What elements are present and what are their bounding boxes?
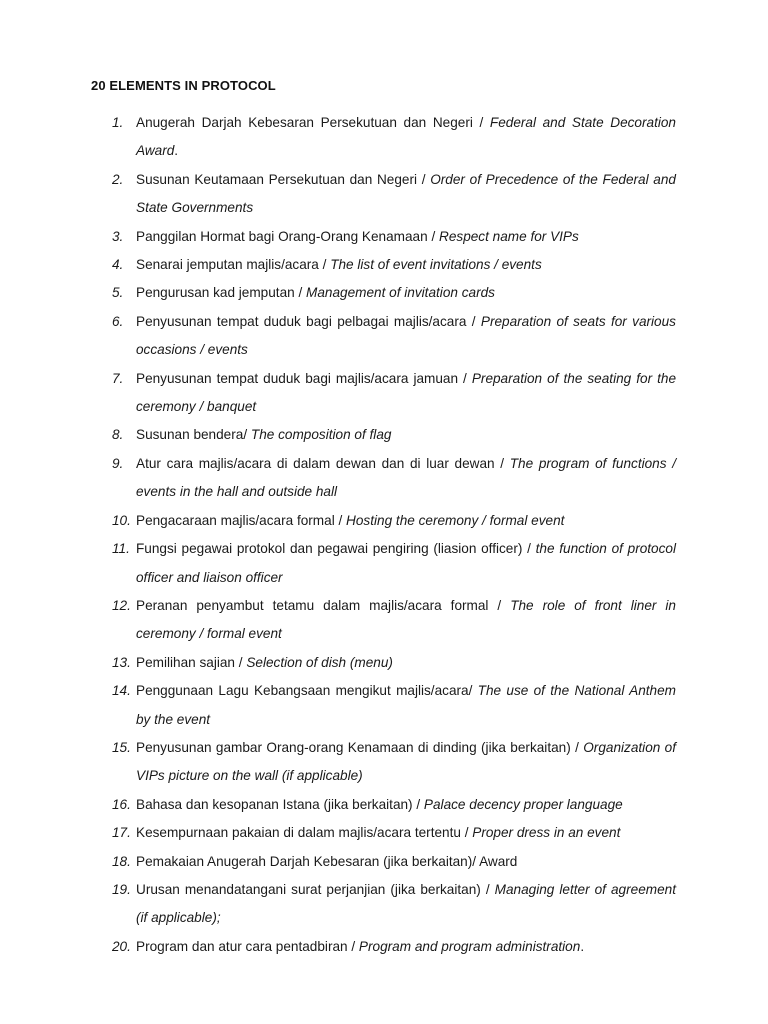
item-english-text: Selection of dish (menu) (246, 654, 393, 670)
list-item (106, 109, 676, 166)
item-english-text: Program and program administration (358, 938, 581, 954)
item-text (136, 109, 676, 166)
list-item (106, 848, 676, 876)
item-text (136, 223, 676, 251)
item-english-text: The program of functions / events in the hall and outside hall (136, 455, 676, 500)
item-text (136, 421, 676, 449)
item-text (136, 365, 676, 422)
item-malay-text: Senarai jemputan majlis/acara / (136, 257, 331, 273)
item-english-text: Organization of VIPs picture on the wall (if applicable) (136, 739, 676, 784)
item-text (136, 933, 676, 961)
item-english-text: The list of event invitations / events (330, 257, 542, 273)
list-item (106, 876, 676, 933)
item-english-text: Palace decency proper language (423, 796, 623, 812)
list-item (106, 507, 676, 535)
item-english-text: The composition of flag (250, 427, 392, 443)
item-malay-text: Susunan bendera/ (136, 427, 251, 443)
list-item (106, 365, 676, 422)
item-number: 11. (112, 541, 130, 557)
item-tail: . (580, 938, 585, 954)
list-item (106, 791, 676, 819)
list-item (106, 421, 676, 449)
item-english-text: Federal and State Decoration Award (136, 115, 676, 159)
item-text (136, 734, 676, 791)
item-tail: . (174, 143, 179, 159)
item-text (136, 819, 676, 847)
list-item (106, 592, 676, 649)
item-text (136, 592, 676, 649)
item-number: 5. (112, 285, 124, 301)
list-item (106, 279, 676, 307)
item-text (136, 308, 676, 365)
item-text (136, 677, 676, 734)
item-number: 14. (112, 683, 131, 699)
item-text (136, 535, 676, 592)
protocol-element-list (106, 109, 676, 961)
item-number: 1. (112, 115, 124, 130)
item-text (136, 507, 676, 535)
item-malay-text: Kesempurnaan pakaian di dalam majlis/acara tertentu / (136, 825, 473, 841)
item-malay-text: Penyusunan gambar Orang-orang Kenamaan di dinding (jika berkaitan) / (136, 739, 584, 755)
item-malay-text: Susunan Keutamaan Persekutuan dan Negeri / (136, 171, 431, 187)
item-malay-text: Pemilihan sajian / (136, 654, 247, 670)
item-malay-text: Fungsi pegawai protokol dan pegawai pengiring (liasion officer) / (136, 541, 536, 557)
item-number: 8. (112, 427, 124, 443)
item-text (136, 649, 676, 677)
item-text (136, 279, 676, 307)
item-malay-text: Penyusunan tempat duduk bagi majlis/acara jamuan / (136, 370, 472, 386)
item-text (136, 876, 676, 933)
item-number: 17. (112, 825, 131, 841)
item-text (136, 848, 676, 876)
document-title: 20 ELEMENTS IN PROTOCOL (91, 78, 276, 93)
item-malay-text: Pengacaraan majlis/acara formal / (136, 512, 347, 528)
list-item (106, 251, 676, 279)
item-english-text: Hosting the ceremony / formal event (346, 512, 565, 528)
list-item (106, 308, 676, 365)
item-number: 3. (112, 228, 124, 244)
list-item (106, 734, 676, 791)
item-english-text: Preparation of seats for various occasions / events (136, 313, 676, 358)
item-number: 7. (112, 370, 124, 386)
list-item (106, 819, 676, 847)
item-number: 12. (112, 597, 131, 613)
list-item (106, 223, 676, 251)
list-item (106, 166, 676, 223)
item-english-text: Management of invitation cards (306, 285, 495, 301)
item-malay-text: Pemakaian Anugerah Darjah Kebesaran (jika berkaitan)/ Award (136, 853, 518, 869)
item-number: 19. (112, 881, 131, 897)
item-english-text: the function of protocol officer and liaison officer (136, 541, 676, 585)
list-item (106, 649, 676, 677)
item-number: 16. (112, 796, 131, 812)
item-number: 2. (112, 171, 124, 187)
item-english-text: The role of front liner in ceremony / formal event (136, 597, 676, 642)
item-malay-text: Anugerah Darjah Kebesaran Persekutuan dan Negeri / (136, 115, 490, 130)
item-number: 4. (112, 257, 124, 273)
item-english-text: Managing letter of agreement (if applicable); (136, 881, 676, 926)
list-item (106, 535, 676, 592)
item-number: 13. (112, 654, 131, 670)
item-number: 18. (112, 853, 131, 869)
item-english-text: Proper dress in an event (472, 825, 621, 841)
item-number: 20. (112, 938, 131, 954)
list-item (106, 450, 676, 507)
item-malay-text: Pengurusan kad jemputan / (136, 285, 307, 301)
item-text (136, 450, 676, 507)
item-malay-text: Bahasa dan kesopanan Istana (jika berkaitan) / (136, 796, 424, 812)
item-number: 6. (112, 313, 124, 329)
item-text (136, 166, 676, 223)
item-english-text: Respect name for VIPs (439, 228, 579, 244)
item-malay-text: Urusan menandatangani surat perjanjian (jika berkaitan) / (136, 881, 495, 897)
item-number: 10. (112, 512, 131, 528)
item-malay-text: Penggunaan Lagu Kebangsaan mengikut majlis/acara/ (136, 683, 478, 699)
item-number: 15. (112, 739, 131, 755)
item-text (136, 251, 676, 279)
item-text (136, 791, 676, 819)
item-english-text: The use of the National Anthem by the event (136, 683, 676, 727)
item-malay-text: Atur cara majlis/acara di dalam dewan dan di luar dewan / (136, 455, 510, 471)
item-malay-text: Panggilan Hormat bagi Orang-Orang Kenamaan / (136, 228, 440, 244)
item-malay-text: Program dan atur cara pentadbiran / (136, 938, 359, 954)
list-item (106, 933, 676, 961)
item-malay-text: Penyusunan tempat duduk bagi pelbagai majlis/acara / (136, 313, 481, 329)
item-english-text: Preparation of the seating for the ceremony / banquet (136, 370, 677, 415)
item-number: 9. (112, 455, 124, 471)
list-item (106, 677, 676, 734)
item-english-text: Order of Precedence of the Federal and State Governments (136, 171, 676, 216)
item-malay-text: Peranan penyambut tetamu dalam majlis/acara formal / (136, 597, 511, 613)
